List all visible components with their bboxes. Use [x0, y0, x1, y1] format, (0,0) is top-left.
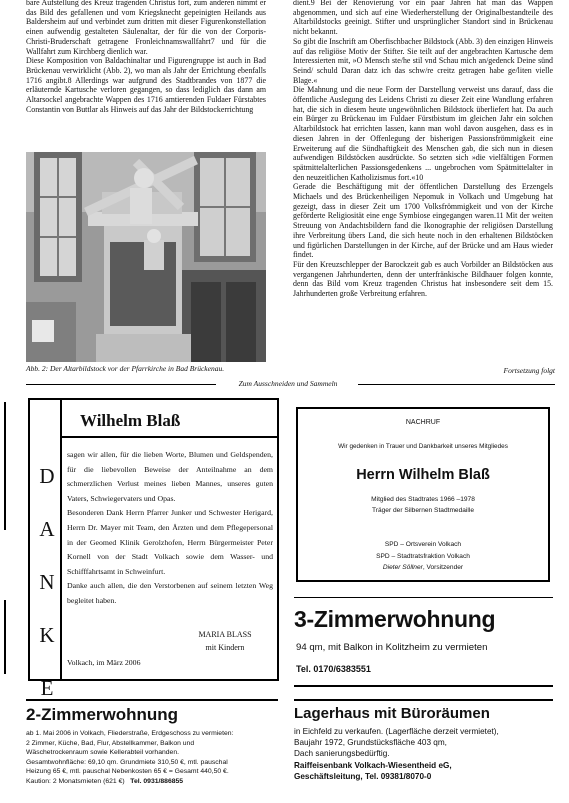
ad-2-zimmer-line: ab 1. Mai 2006 in Volkach, Fliederstraße, Erdgeschoss zu vermieten:	[26, 730, 234, 737]
danke-paragraph-2: Besonderen Dank Herrn Pfarrer Junker und Schwester Herigard, Herrn Dr. Mayer mit Team, den Ärzten und dem Pflegepersonal in der Geomed Klinik Gerolzhofen, Herrn Bürgermeister Peter Kornell von der Stadt Volkach sowie dem Wasser- und Schifffahrtsamt in Schweinfurt.	[67, 508, 273, 576]
ad-2-zimmer-body	[26, 729, 278, 787]
nachruf-intro: Wir gedenken in Trauer und Dankbarkeit unseres Mitgliedes	[338, 443, 508, 450]
separator-line-right	[358, 384, 555, 385]
nachruf-signer-role: , Vorsitzender	[422, 564, 464, 571]
ad-2-zimmer	[26, 699, 278, 799]
ad-2-zimmer-line: Gesamtwohnfläche: 69,10 qm. Grundmiete 310,50 €, mtl. pauschal	[26, 758, 228, 766]
nachruf-name: Herrn Wilhelm Blaß	[356, 467, 490, 483]
nachruf-orgs	[298, 539, 548, 574]
danke-name-rule	[60, 436, 277, 438]
danke-letter: N	[39, 570, 55, 594]
ad-2-zimmer-last-line	[26, 777, 278, 787]
danke-paragraph-1: sagen wir allen, für die lieben Worte, Blumen und Geldspenden, für die liebevollen Beweise der Anteilnahme an dem schmerzlichen Verlust meines lieben Mannes, unseres guten Vaters, Schwiegervaters und Opas.	[67, 450, 273, 503]
danke-letter: D	[39, 464, 55, 488]
ad-2-zimmer-kaution: Kaution: 2 Monatsmieten (621 €)	[26, 777, 125, 785]
altar-photo	[26, 152, 266, 362]
ad-lagerhaus	[294, 699, 553, 799]
ad-3-zimmer	[294, 597, 553, 687]
cut-mark-top	[4, 402, 6, 530]
danke-letter: K	[39, 623, 55, 647]
separator-text: Zum Ausschneiden und Sammeln	[238, 379, 338, 388]
ad-lagerhaus-line: in Eichfeld zu verkaufen. (Lagerfläche derzeit vermietet),	[294, 727, 499, 736]
ad-3-zimmer-title: 3-Zimmerwohnung	[294, 606, 496, 632]
ad-lagerhaus-line: Dach sanierungsbedürftig.	[294, 749, 390, 759]
article-left-column: bare Aufstellung des Kreuz tragenden Christus fort, zum anderen nimmt er das Bild des gefallenen und vom Kriegsknecht gepeinigten Heilands aus Baldersheim auf und verbindet zum dritten mit dieser Figurenkonstellation einen aufwendig gestalteten Säulenaltar, der für die von der Corporis-Christi-Bruderschaft getragene Fronleichnamswallfahrt7 und für die Wallfahrt zum Kirchberg dienlich war. Diese Komposition von Baldachinaltar und Figurengruppe ist auch in Bad Brückenau verwirklicht (Abb. 2), wo man als Jahr der Errichtung ebenfalls 1716 angibt.8 Allerdings war aufgrund des Stadtbrandes von 1877 die erläuternde Kartusche verloren gegangen, so dass lediglich das dann am Altarsockel angebrachte Wappen des 1716 amtierenden Fuldaer Fürstabtes Constantin von Buttlar als Hinweis auf das Jahr der Bildstockerrichtung	[26, 0, 266, 114]
danke-ad	[28, 398, 279, 700]
ad-lagerhaus-line: Baujahr 1972, Grundstücksfläche 403 qm,	[294, 738, 447, 748]
danke-signer-family: mit Kindern	[205, 643, 245, 652]
ad-2-zimmer-tel: Tel. 0931/886855	[130, 777, 184, 785]
ad-lagerhaus-title: Lagerhaus mit Büroräumen	[294, 705, 490, 722]
altar-shrine-image	[26, 152, 266, 362]
nachruf-details	[298, 494, 548, 516]
separator-line-left	[26, 384, 216, 385]
ad-2-zimmer-line: 2 Zimmer, Küche, Bad, Flur, Abstellkammer, Balkon und	[26, 739, 195, 747]
danke-letter: E	[40, 676, 54, 700]
ad-3-zimmer-desc: 94 qm, mit Balkon in Kolitzheim zu vermieten	[296, 642, 488, 653]
ad-lagerhaus-bank: Raiffeisenbank Volkach-Wiesentheid eG,	[294, 760, 452, 770]
ad-3-zimmer-tel: Tel. 0170/6383551	[296, 664, 371, 674]
danke-place-date: Volkach, im März 2006	[67, 658, 141, 667]
nachruf-signature	[298, 562, 548, 574]
nachruf-fraktion: SPD – Stadtratsfraktion Volkach	[376, 552, 470, 560]
nachruf-ad	[296, 407, 550, 582]
cut-mark-bottom	[4, 600, 6, 674]
danke-rule	[60, 400, 62, 679]
continued-note: Fortsetzung folgt	[503, 366, 555, 375]
nachruf-ortsverein: SPD – Ortsverein Volkach	[384, 541, 462, 548]
ad-2-zimmer-title: 2-Zimmerwohnung	[26, 705, 179, 724]
photo-caption: Abb. 2: Der Altarbildstock vor der Pfarrkirche in Bad Brückenau.	[26, 364, 225, 373]
danke-signature	[180, 628, 270, 654]
danke-paragraph-3: Danke auch allen, die den Verstorbenen auf seinem letzten Weg begleitet haben.	[67, 581, 273, 605]
ad-lagerhaus-contact: Geschäftsleitung, Tel. 09381/8070-0	[294, 771, 432, 781]
ad-lagerhaus-body	[294, 726, 553, 782]
danke-letter: A	[39, 517, 55, 541]
nachruf-header: NACHRUF	[405, 419, 441, 426]
nachruf-signer: Dieter Söllner	[382, 564, 423, 571]
danke-signer: MARIA BLASS	[198, 630, 252, 639]
ad-2-zimmer-line: Heizung 65 €, mtl. pauschal Nebenkosten 65 € = Gesamt 440,50 €.	[26, 768, 229, 776]
article-right-column: dient.9 Bei der Renovierung vor ein paar Jahren hat man das Wappen abgenommen, und sich auf eine Wiederherstellung der Originalbestandteile des Altarbildstocks geeinigt. Stifter und ursprünglicher Standort sind in Brückenau nicht bekannt. So gibt die Inschrift am Oberfischbacher Bildstock (Abb. 3) den einzigen Hinweis auf das religiöse Motiv der Stifter. Sie teilt auf der angebrachten Kartusche dem Interessierten mit, »O Mensch ste/he stil vnd Schau mich an/gedenck Deine sünd Seind/ schuld Daran datz ich das schw/re creitz getragen habe ge/liten vielle Blage.« Die Mahnung und die neue Form der Darstellung verweist uns darauf, dass die öffentliche Auslegung des Leidens Christi zu dieser Zeit eine Wandlung erfahren hat, die sich in diesem heute ungewöhnlichen Bildstock überliefert hat. Da auch ein Bürger zu Brückenau im Fuldaer Fürstbistum im gleichen Jahr ein solchen Altarbildstock hat errichten lassen, kann man wohl davon ausgehen, dass es in diesen Jahren in der Offenlegung der bisherigen Passionsfrömmigkeit eine Erweiterung auf die Sündhaftigkeit des Menschen gab, die sich nun in diesen aufwendigen Bildstöcken ausdrückte. So setzten sich »die vielfältigen Formen spätmittelalterlichen Passionsgedenkens ... ungebrochen vom Spätmittelalter in den neuzeitlichen Katholizismus fort.«10 Gerade die Beschäftigung mit der öffentlichen Darstellung des Erzengels Michaels und des Brückenheiligen Nepomuk in Volkach und Umgebung hat gezeigt, dass in dieser Zeit um 1700 Volksfrömmigkeit und von der Kirche geförderte Religiosität eine enge Symbiose eingegangen waren.11 Mit der weiten Streuung von Andachtsbildern fand die Ikonographie der religiösen Darstellung ihre Verbreitung übers Land, die sich heute noch in den erhaltenen Bildstöcken und figürlichen Darstellungen in der Kirche, auf der Brücke und am Haus wieder findet. Für den Kreuzschlepper der Barockzeit gab es auch Vorbilder an Bildstöcken aus vergangenen Jahrhunderten, denn der unterfränkische Bildhauer folgen konnte, denn das Bild vom Kreuz tragenden Christus hat insbesondere seit dem 15. Jahrhunderten große Verbreitung erfahren.	[293, 0, 553, 299]
nachruf-stadtrat: Mitglied des Stadtrates 1966 –1978	[371, 496, 475, 503]
danke-body	[67, 448, 273, 609]
danke-name: Wilhelm Blaß	[80, 411, 181, 430]
nachruf-medaille: Träger der Silbernen Stadtmedaille	[371, 507, 474, 514]
ad-2-zimmer-line: Wäschetrockenraum sowie Kellerabteil vorhanden.	[26, 749, 180, 757]
danke-vertical-letters	[36, 450, 58, 715]
